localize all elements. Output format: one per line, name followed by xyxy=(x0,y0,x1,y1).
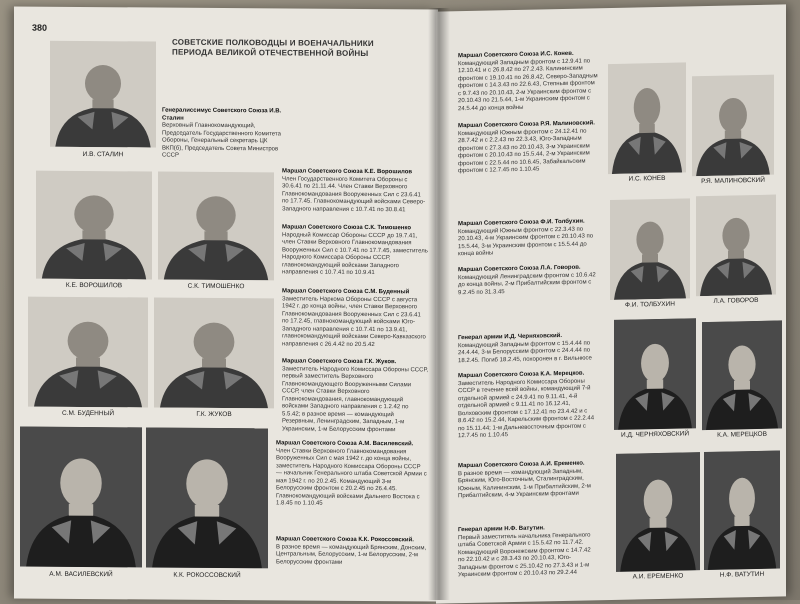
portrait-image xyxy=(692,75,774,177)
bio-title: Маршал Советского Союза Р.Я. Малиновский. xyxy=(458,120,595,130)
portrait-image xyxy=(20,427,142,568)
bio-text: Первый заместитель начальника Генерального штаба Советской Армии с 15.5.42 по 11.7.42. Командующий Воронежским фронтом с 14.7.42 по 22.10.42 и с 28.3.43 по 20.10.43, Юго-Западным фронтом с 25.10.42 по 27.3.43 и 1-м Украинским фронтом с 20.10.43 по 29.2.44 xyxy=(458,531,591,579)
bio-text: Заместитель Народного Комиссара Обороны СССР в течение всей войны, командующий 7-й отдельной армией с 24.9.41 по 9.11.41, 4-й отдельной армией с 9.11.41 по 16.12.41, Волховским фронтом с 17.12.41 по 23.4.42 и с 8.6.42 по 15.2.44, Карельским фронтом с 22.2.44 по 15.11.44; 1-м Дальневосточным фронтом с 12.7.45 по 1.10.45 xyxy=(458,378,595,440)
bio-title: Маршал Советского Союза С.К. Тимошенко xyxy=(282,224,412,232)
portrait-image xyxy=(154,297,274,408)
bio-text: Заместитель Народного Комиссара Обороны СССР, первый заместитель Верховного Главнокомандующего Вооруженными Силами СССР, член Ставки Верховного Главнокомандования, главнокомандующий войсками Западного направления с 1.2.42 по 5.5.42; в разное время — командующий Резервным, Ленинградским, Западным, 1-м Украинским, 1-м Белорусским фронтами xyxy=(282,365,428,433)
bio-text: Командующий Южным фронтом с 22.3.43 по 20.10.43, 4-м Украинским фронтом с 20.10.43 по 15.5.44, 3-м Украинским фронтом с 15.5.44 до конца войны xyxy=(458,226,594,258)
bio-title: Маршал Советского Союза Л.А. Говоров. xyxy=(458,264,581,274)
bio-entry xyxy=(458,332,598,365)
page-header: СОВЕТСКИЕ ПОЛКОВОДЦЫ И ВОЕНАЧАЛЬНИКИ ПЕРИОДА ВЕЛИКОЙ ОТЕЧЕСТВЕННОЙ ВОЙНЫ xyxy=(172,37,374,58)
book-gutter xyxy=(428,8,450,600)
portrait-photo xyxy=(610,198,690,300)
portrait-caption: К.Е. ВОРОШИЛОВ xyxy=(65,281,123,290)
portrait-caption: С.К. ТИМОШЕНКО xyxy=(187,282,245,291)
bio-entry xyxy=(276,440,428,509)
bio-title: Маршал Советского Союза К.А. Мерецков. xyxy=(458,370,585,380)
bio-entry xyxy=(458,218,598,258)
portrait-caption: А.И. ЕРЕМЕНКО xyxy=(632,572,684,581)
bio-entry xyxy=(282,224,428,278)
bio-entry xyxy=(458,460,598,500)
portrait-caption: Л.А. ГОВОРОВ xyxy=(713,296,759,305)
portrait-photo xyxy=(158,172,274,281)
portrait-image xyxy=(50,41,156,148)
bio-title: Маршал Советского Союза К.К. Рокоссовский. xyxy=(276,536,414,544)
portrait-photo xyxy=(692,75,774,177)
portrait-image xyxy=(608,62,686,174)
bio-text: Командующий Южным фронтом с 24.12.41 по 28.7.42 и с 2.2.43 по 22.3.43, Юго-Западным фронтом с 27.3.43 по 20.10.43, 3-м Украинским фронтом с 20.10.43 по 15.5.44, 2-м Украинским фронтом с 22.5.44 по 10.6.45, Забайкальским фронтом с 12.7.45 по 1.10.45 xyxy=(458,128,590,175)
portrait-image xyxy=(696,195,776,297)
portrait-image xyxy=(146,427,268,568)
left-page xyxy=(14,7,438,602)
bio-entry xyxy=(282,358,428,434)
bio-text: Командующий Западным фронтом с 15.4.44 по 24.4.44, 3-м Белорусским фронтом с 24.4.44 по 18.2.45. Погиб 18.2.45, похоронен в г. Вильнюсе xyxy=(458,339,592,364)
bio-title: Маршал Советского Союза И.С. Конев. xyxy=(458,50,574,60)
page-number-left: 380 xyxy=(32,22,48,33)
bio-entry xyxy=(162,108,282,161)
portrait-photo xyxy=(614,318,696,430)
portrait-caption: Р.Я. МАЛИНОВСКИЙ xyxy=(701,176,765,186)
bio-text: Верховный Главнокомандующий, Председатель Государственного Комитета Обороны, Генеральный секретарь ЦК ВКП(б), Председатель Совета Министров СССР xyxy=(162,122,281,159)
portrait-caption: Ф.И. ТОЛБУХИН xyxy=(625,300,675,309)
bio-text: В разное время — командующий Западным, Брянским, Юго-Восточным, Сталинградским, Южным, Калининским, 1-м Прибалтийским, 2-м Прибалтийским, 4-м Украинским фронтами xyxy=(458,468,591,500)
bio-entry xyxy=(276,536,428,567)
portrait-image xyxy=(704,450,780,570)
bio-title: Генерал армии Н.Ф. Ватутин. xyxy=(458,525,545,534)
portrait-photo xyxy=(28,297,148,408)
portrait-photo xyxy=(616,452,700,572)
bio-text: Командующий Ленинградским фронтом с 10.6.42 до конца войны, 2-м Прибалтийским фронтом с 9.2.45 по 31.3.45 xyxy=(458,271,596,296)
portrait-caption: А.М. ВАСИЛЕВСКИЙ xyxy=(49,570,113,579)
bio-text: Член Ставки Верховного Главнокомандования Вооруженных Сил с мая 1942 г. до конца войны, заместитель Народного Комиссара Обороны СССР — начальник Генерального штаба Советской Армии с мая 1942 г. по 20.2.45. Командующий 3-м Белорусским фронтом с 20.2.45 по 26.4.45. Главнокомандующий войсками Дальнего Востока с 1.8.45 по 1.10.45 xyxy=(276,447,427,507)
bio-text: Командующий Западным фронтом с 12.9.41 по 12.10.41 и с 26.8.42 по 27.2.43. Калининским фронтом с 19.10.41 по 26.8.42, Северо-Западным фронтом с 14.3.43 по 22.6.43, Степным фронтом с 9.7.43 по 20.10.43, 2-м Украинским фронтом с 20.10.43 по 21.5.44, 1-м Украинским фронтом с 24.5.44 до конца войны xyxy=(458,57,598,112)
bio-text: Народный Комиссар Обороны СССР до 19.7.41, член Ставки Верховного Главнокомандования Вооруженных Сил с 10.7.41 по 17.7.45, заместитель Народного Комиссара Обороны СССР, главнокомандующий войсками Западного направления с 10.7.41 по 10.9.41 xyxy=(282,231,428,277)
bio-title: Маршал Советского Союза К.Е. Ворошилов xyxy=(282,168,413,176)
portrait-caption: К.К. РОКОССОВСКИЙ xyxy=(173,571,241,580)
bio-entry xyxy=(458,120,598,175)
portrait-caption: И.В. СТАЛИН xyxy=(82,150,124,159)
bio-title: Маршал Советского Союза Г.К. Жуков. xyxy=(282,358,397,366)
bio-entry xyxy=(458,370,598,440)
bio-title: Маршал Советского Союза А.И. Еременко. xyxy=(458,460,585,470)
portrait-caption: К.А. МЕРЕЦКОВ xyxy=(717,430,767,439)
portrait-image xyxy=(610,198,690,300)
bio-title: Маршал Советского Союза С.М. Буденный xyxy=(282,288,410,296)
portrait-caption: И.Д. ЧЕРНЯХОВСКИЙ xyxy=(620,430,689,439)
bio-entry xyxy=(458,264,598,297)
bio-entry xyxy=(458,524,598,579)
right-page xyxy=(436,4,786,603)
bio-entry xyxy=(282,288,428,349)
portrait-image xyxy=(36,171,152,280)
bio-title: Генерал армии И.Д. Черняховский. xyxy=(458,333,562,342)
portrait-photo xyxy=(146,427,268,568)
bio-title: Маршал Советского Союза Ф.И. Толбухин. xyxy=(458,218,585,228)
portrait-image xyxy=(614,318,696,430)
bio-entry xyxy=(282,168,428,214)
portrait-image xyxy=(616,452,700,572)
bio-title: Маршал Советского Союза А.М. Василевский. xyxy=(276,440,414,448)
bio-text: В разное время — командующий Брянским, Донским, Центральным, Белорусским, 1-м Белорусским, 2-м Белорусским фронтами xyxy=(276,543,427,566)
portrait-caption: И.С. КОНЕВ xyxy=(628,174,666,183)
portrait-caption: Г.К. ЖУКОВ xyxy=(196,410,232,419)
bio-title: Генералиссимус Советского Союза И.В. Сталин xyxy=(162,107,282,122)
portrait-photo xyxy=(154,297,274,408)
portrait-photo xyxy=(50,41,156,148)
portrait-image xyxy=(28,297,148,408)
portrait-photo xyxy=(608,62,686,174)
bio-text: Член Государственного Комитета Обороны с 30.6.41 по 21.11.44. Член Ставки Верховного Главнокомандования Вооруженных Сил с 23.6.41 по 17.7.45. Главнокомандующий войсками Северо-Западного направления с 10.7.41 по 30.8.41 xyxy=(282,175,426,213)
portrait-photo xyxy=(696,195,776,297)
portrait-image xyxy=(158,172,274,281)
portrait-photo xyxy=(20,427,142,568)
portrait-caption: С.М. БУДЕННЫЙ xyxy=(61,409,115,418)
portrait-image xyxy=(702,320,782,430)
bio-text: Заместитель Наркома Обороны СССР с августа 1942 г. до конца войны, член Ставки Верховного Главнокомандования Вооруженных Сил с 23.6.41 по 17.2.45, главнокомандующий войсками Юго-Западного направления с 10.7.41 по 13.9.41, главнокомандующий войсками Северо-Кавказского направления с 26.4.42 по 20.5.42 xyxy=(282,295,426,348)
portrait-photo xyxy=(36,171,152,280)
portrait-photo xyxy=(702,320,782,430)
portrait-caption: Н.Ф. ВАТУТИН xyxy=(719,570,765,579)
portrait-photo xyxy=(704,450,780,570)
bio-entry xyxy=(458,50,598,113)
